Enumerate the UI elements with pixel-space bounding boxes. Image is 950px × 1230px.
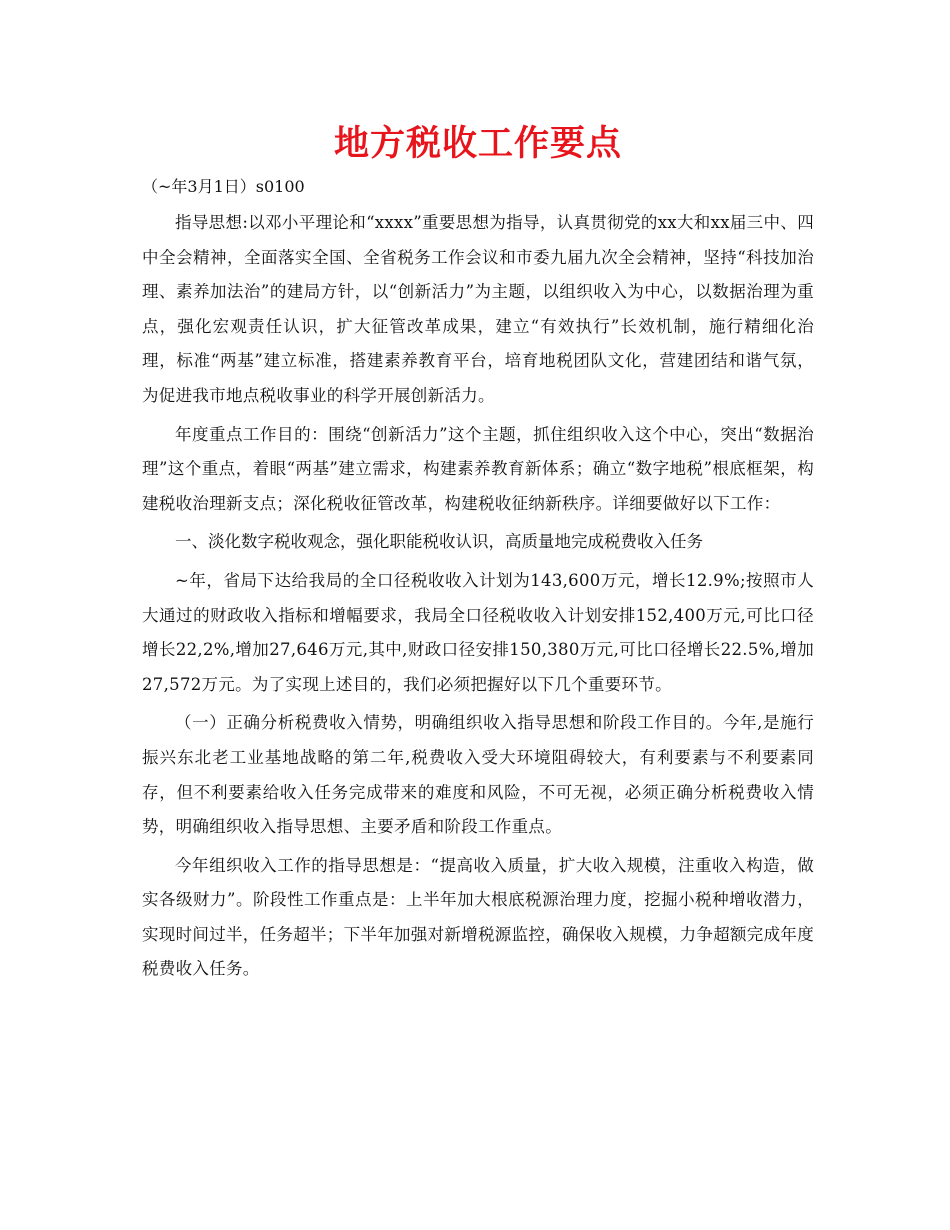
paragraph-annual-goals: 年度重点工作目的：围绕“创新活力”这个主题，抓住组织收入这个中心，突出“数据治理”这个重点，着眼“两基”建立需求，构建素养教育新体系；确立“数字地税”根底框架，构建税收治理新支点；深化税收征管改革，构建税收征纳新秩序。详细要做好以下工作：	[142, 424, 814, 513]
document-page	[142, 118, 814, 991]
paragraph-subsection-1: （一）正确分析税费收入情势，明确组织收入指导思想和阶段工作目的。今年,是施行振兴东北老工业基地战略的第二年,税费收入受大环境阻碍较大，有利要素与不利要素同存，但不利要素给收入任务完成带来的难度和风险，不可无视，必须正确分析税费收入情势，明确组织收入指导思想、主要矛盾和阶段工作重点。	[142, 713, 814, 837]
paragraph-work-focus: 今年组织收入工作的指导思想是：“提高收入质量，扩大收入规模，注重收入构造，做实各级财力”。阶段性工作重点是：上半年加大根底税源治理力度，挖掘小税种增收潜力，实现时间过半，任务超半；下半年加强对新增税源监控，确保收入规模，力争超额完成年度税费收入任务。	[142, 855, 814, 979]
section-heading-1: 一、淡化数字税收观念，强化职能税收认识，高质量地完成税费收入任务	[175, 532, 703, 552]
paragraph-guiding-ideology: 指导思想:以邓小平理论和“xxxx”重要思想为指导，认真贯彻党的xx大和xx届三中、四中全会精神，全面落实全国、全省税务工作会议和市委九届九次全会精神，坚持“科技加治理、素养加法治”的建局方针，以“创新活力”为主题，以组织收入为中心，以数据治理为重点，强化宏观责任认识，扩大征管改革成果，建立“有效执行”长效机制，施行精细化治理，标准“两基”建立标准，搭建素养教育平台，培育地税团队文化，营建团结和谐气氛，为促进我市地点税收事业的科学开展创新活力。	[142, 213, 814, 405]
document-title: 地方税收工作要点	[333, 124, 622, 164]
document-date-line: （~年3月1日）s0100	[142, 177, 305, 196]
paragraph-revenue-plan: ~年，省局下达给我局的全口径税收收入计划为143,600万元，增长12.9%;按照市人大通过的财政收入指标和增幅要求，我局全口径税收收入计划安排152,400万元,可比口径增长22,2%,增加27,646万元,其中,财政口径安排150,380万元,可比口径增长22.5%,增加27,572万元。为了实现上述目的，我们必须把握好以下几个重要环节。	[142, 570, 814, 694]
